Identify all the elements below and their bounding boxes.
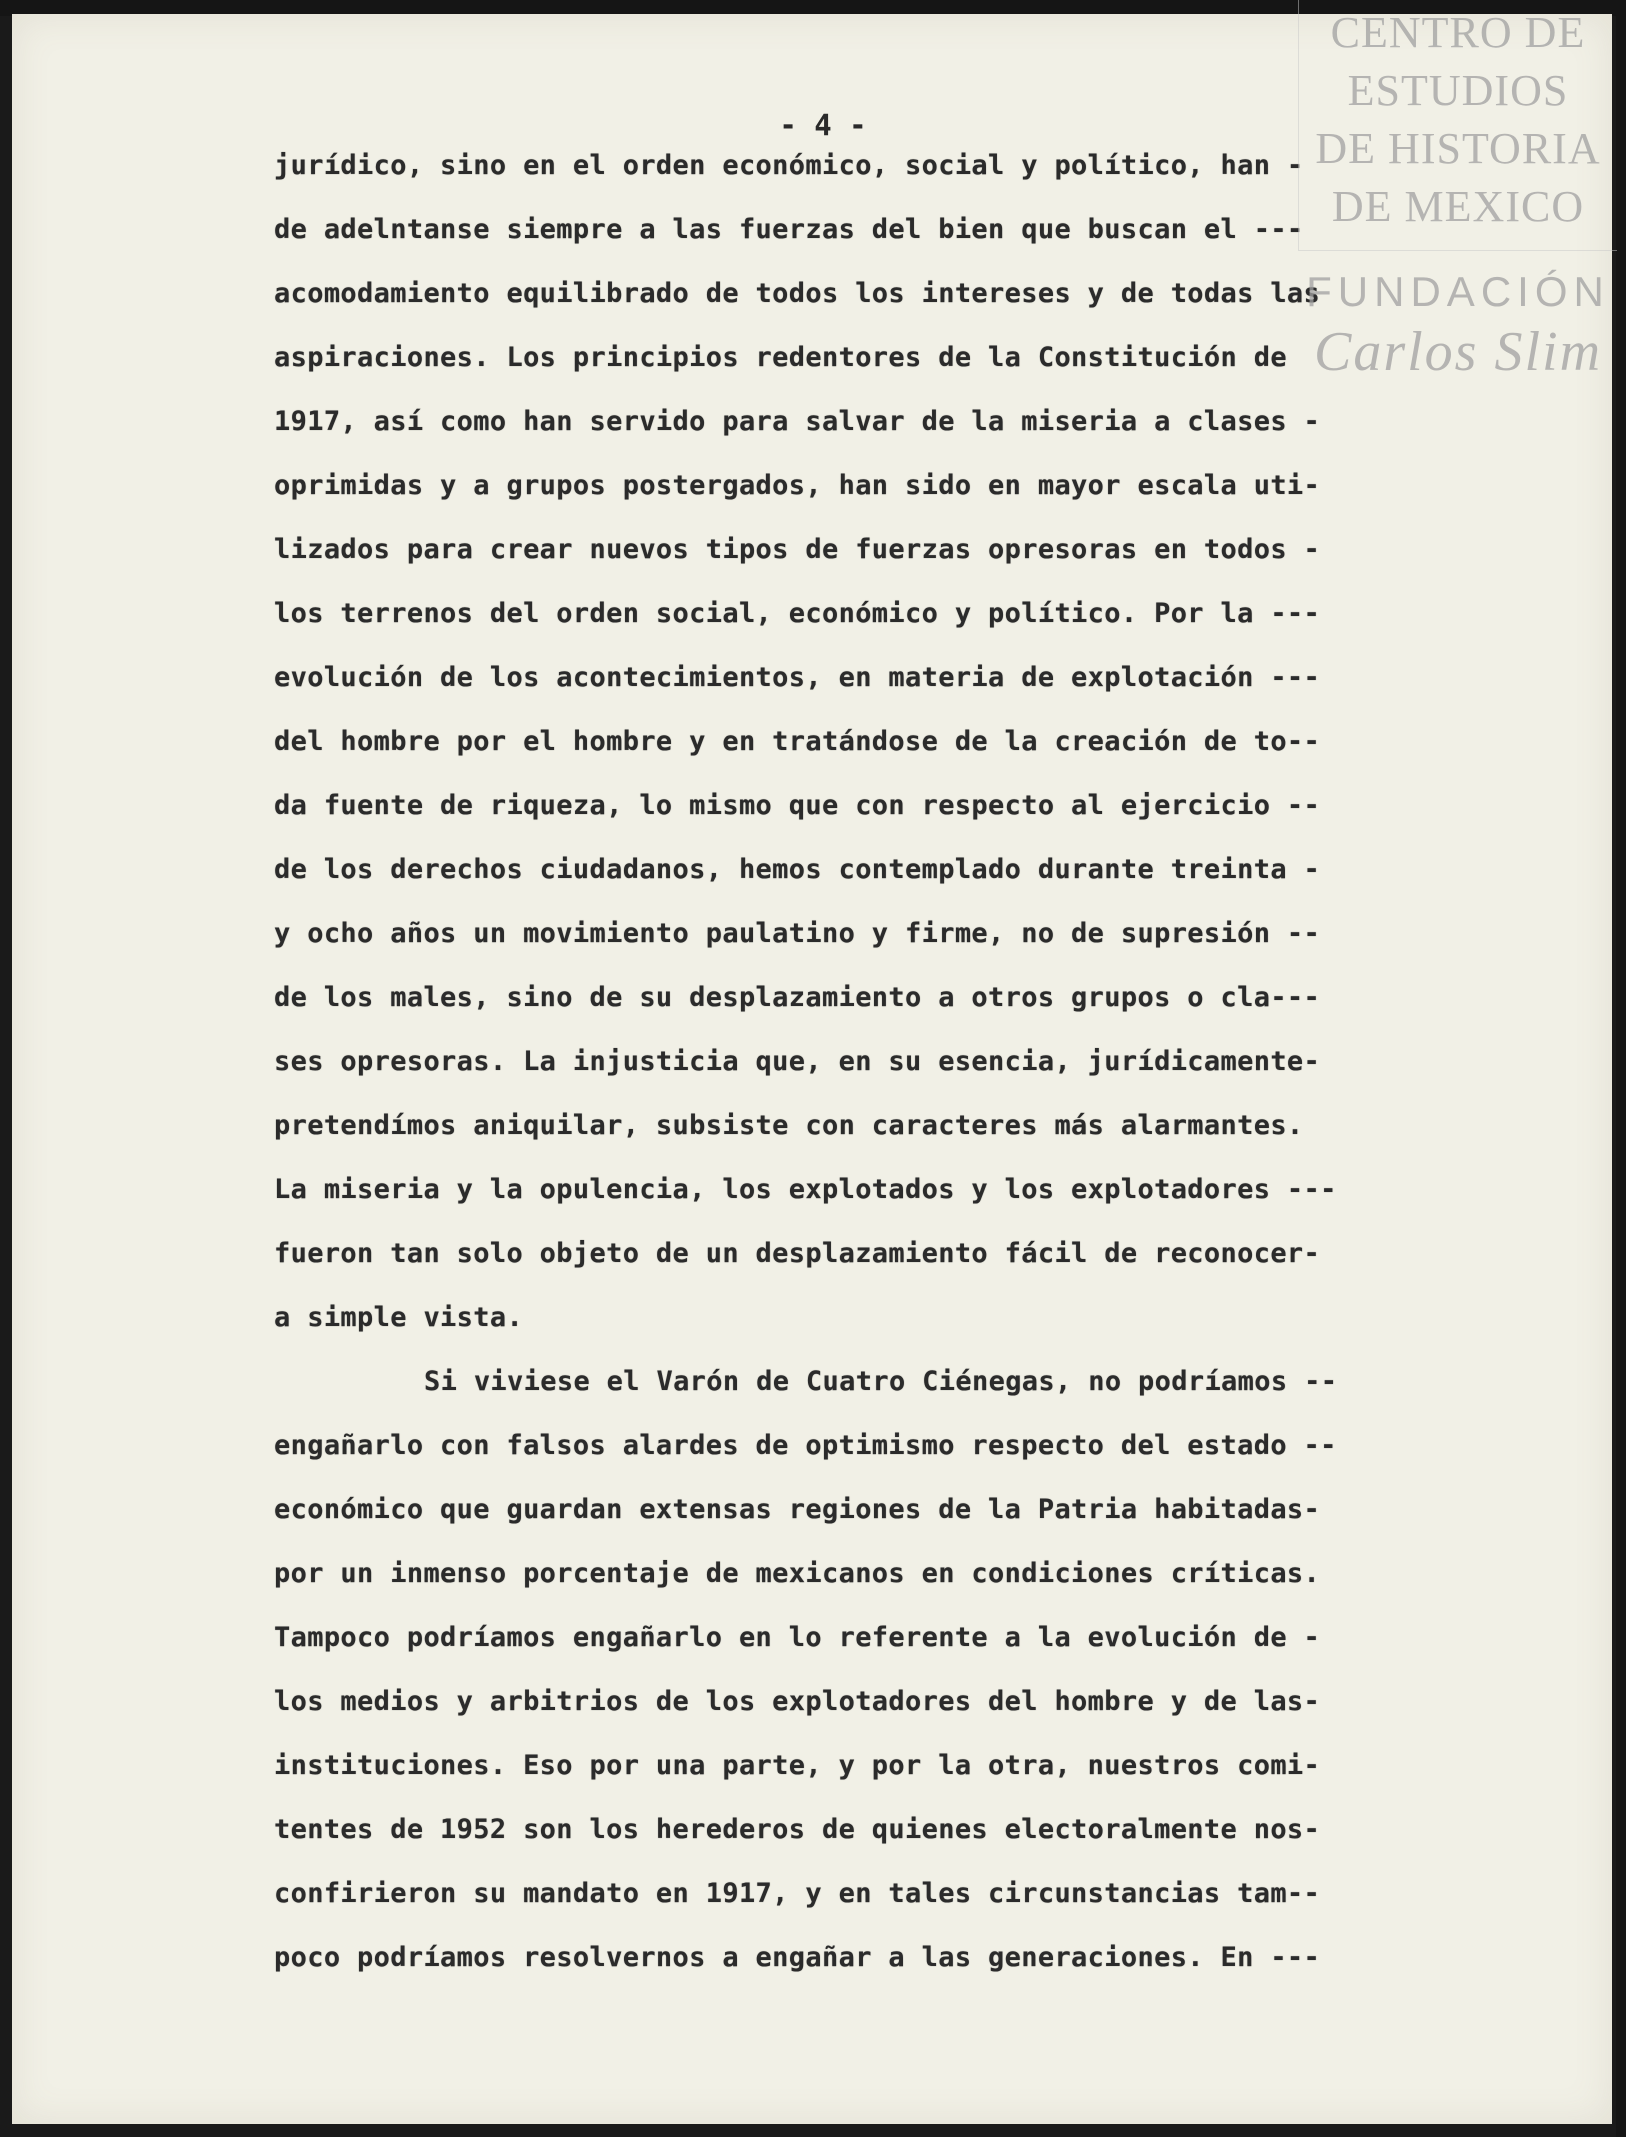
page-number: - 4 - [779,108,867,142]
text-line: lizados para crear nuevos tipos de fuerzas opresoras en todos - [274,534,1321,565]
text-line: 1917, así como han servido para salvar de la miseria a clases - [274,406,1321,437]
text-line: La miseria y la opulencia, los explotados y los explotadores --- [274,1174,1337,1205]
watermark-institution [1298,4,1618,236]
text-line: los medios y arbitrios de los explotadores del hombre y de las- [274,1686,1321,1717]
text-line: acomodamiento equilibrado de todos los intereses y de todas las [274,278,1321,309]
text-line: y ocho años un movimiento paulatino y firme, no de supresión -- [274,918,1321,949]
watermark-line: DE HISTORIA [1315,124,1601,173]
text-line: de los males, sino de su desplazamiento a otros grupos o cla--- [274,982,1321,1013]
watermark-line: CENTRO DE [1330,8,1586,57]
text-line: fueron tan solo objeto de un desplazamiento fácil de reconocer- [274,1238,1321,1269]
archive-watermark [1298,0,1618,420]
text-line: los terrenos del orden social, económico y político. Por la --- [274,598,1321,629]
text-line: a simple vista. [274,1302,524,1333]
watermark-foundation: FUNDACIÓN [1306,268,1610,315]
text-line: Si viviese el Varón de Cuatro Ciénegas, no podríamos -- [424,1366,1338,1397]
text-line: instituciones. Eso por una parte, y por la otra, nuestros comi- [274,1750,1321,1781]
text-line: económico que guardan extensas regiones de la Patria habitadas- [274,1494,1321,1525]
text-line: oprimidas y a grupos postergados, han sido en mayor escala uti- [274,470,1321,501]
text-line: de adelntanse siempre a las fuerzas del bien que buscan el --- [274,214,1304,245]
watermark-line: DE MEXICO [1331,182,1585,231]
text-line: aspiraciones. Los principios redentores de la Constitución de [274,342,1287,373]
text-line: tentes de 1952 son los herederos de quienes electoralmente nos- [274,1814,1321,1845]
text-line: evolución de los acontecimientos, en materia de explotación --- [274,662,1321,693]
text-line: pretendímos aniquilar, subsiste con caracteres más alarmantes. [274,1110,1304,1141]
text-line: jurídico, sino en el orden económico, social y político, han - [274,150,1304,181]
text-line: engañarlo con falsos alardes de optimismo respecto del estado -- [274,1430,1337,1461]
text-line: del hombre por el hombre y en tratándose de la creación de to-- [274,726,1321,757]
watermark-signature: Carlos Slim [1313,321,1603,383]
text-line: da fuente de riqueza, lo mismo que con respecto al ejercicio -- [274,790,1321,821]
text-line: ses opresoras. La injusticia que, en su esencia, jurídicamente- [274,1046,1321,1077]
text-line: confirieron su mandato en 1917, y en tales circunstancias tam-- [274,1878,1321,1909]
watermark-line: ESTUDIOS [1347,66,1569,115]
text-line: de los derechos ciudadanos, hemos contemplado durante treinta - [274,854,1321,885]
text-line: poco podríamos resolvernos a engañar a las generaciones. En --- [274,1942,1321,1973]
text-line: Tampoco podríamos engañarlo en lo referente a la evolución de - [274,1622,1321,1653]
text-line: por un inmenso porcentaje de mexicanos en condiciones críticas. [274,1558,1321,1589]
